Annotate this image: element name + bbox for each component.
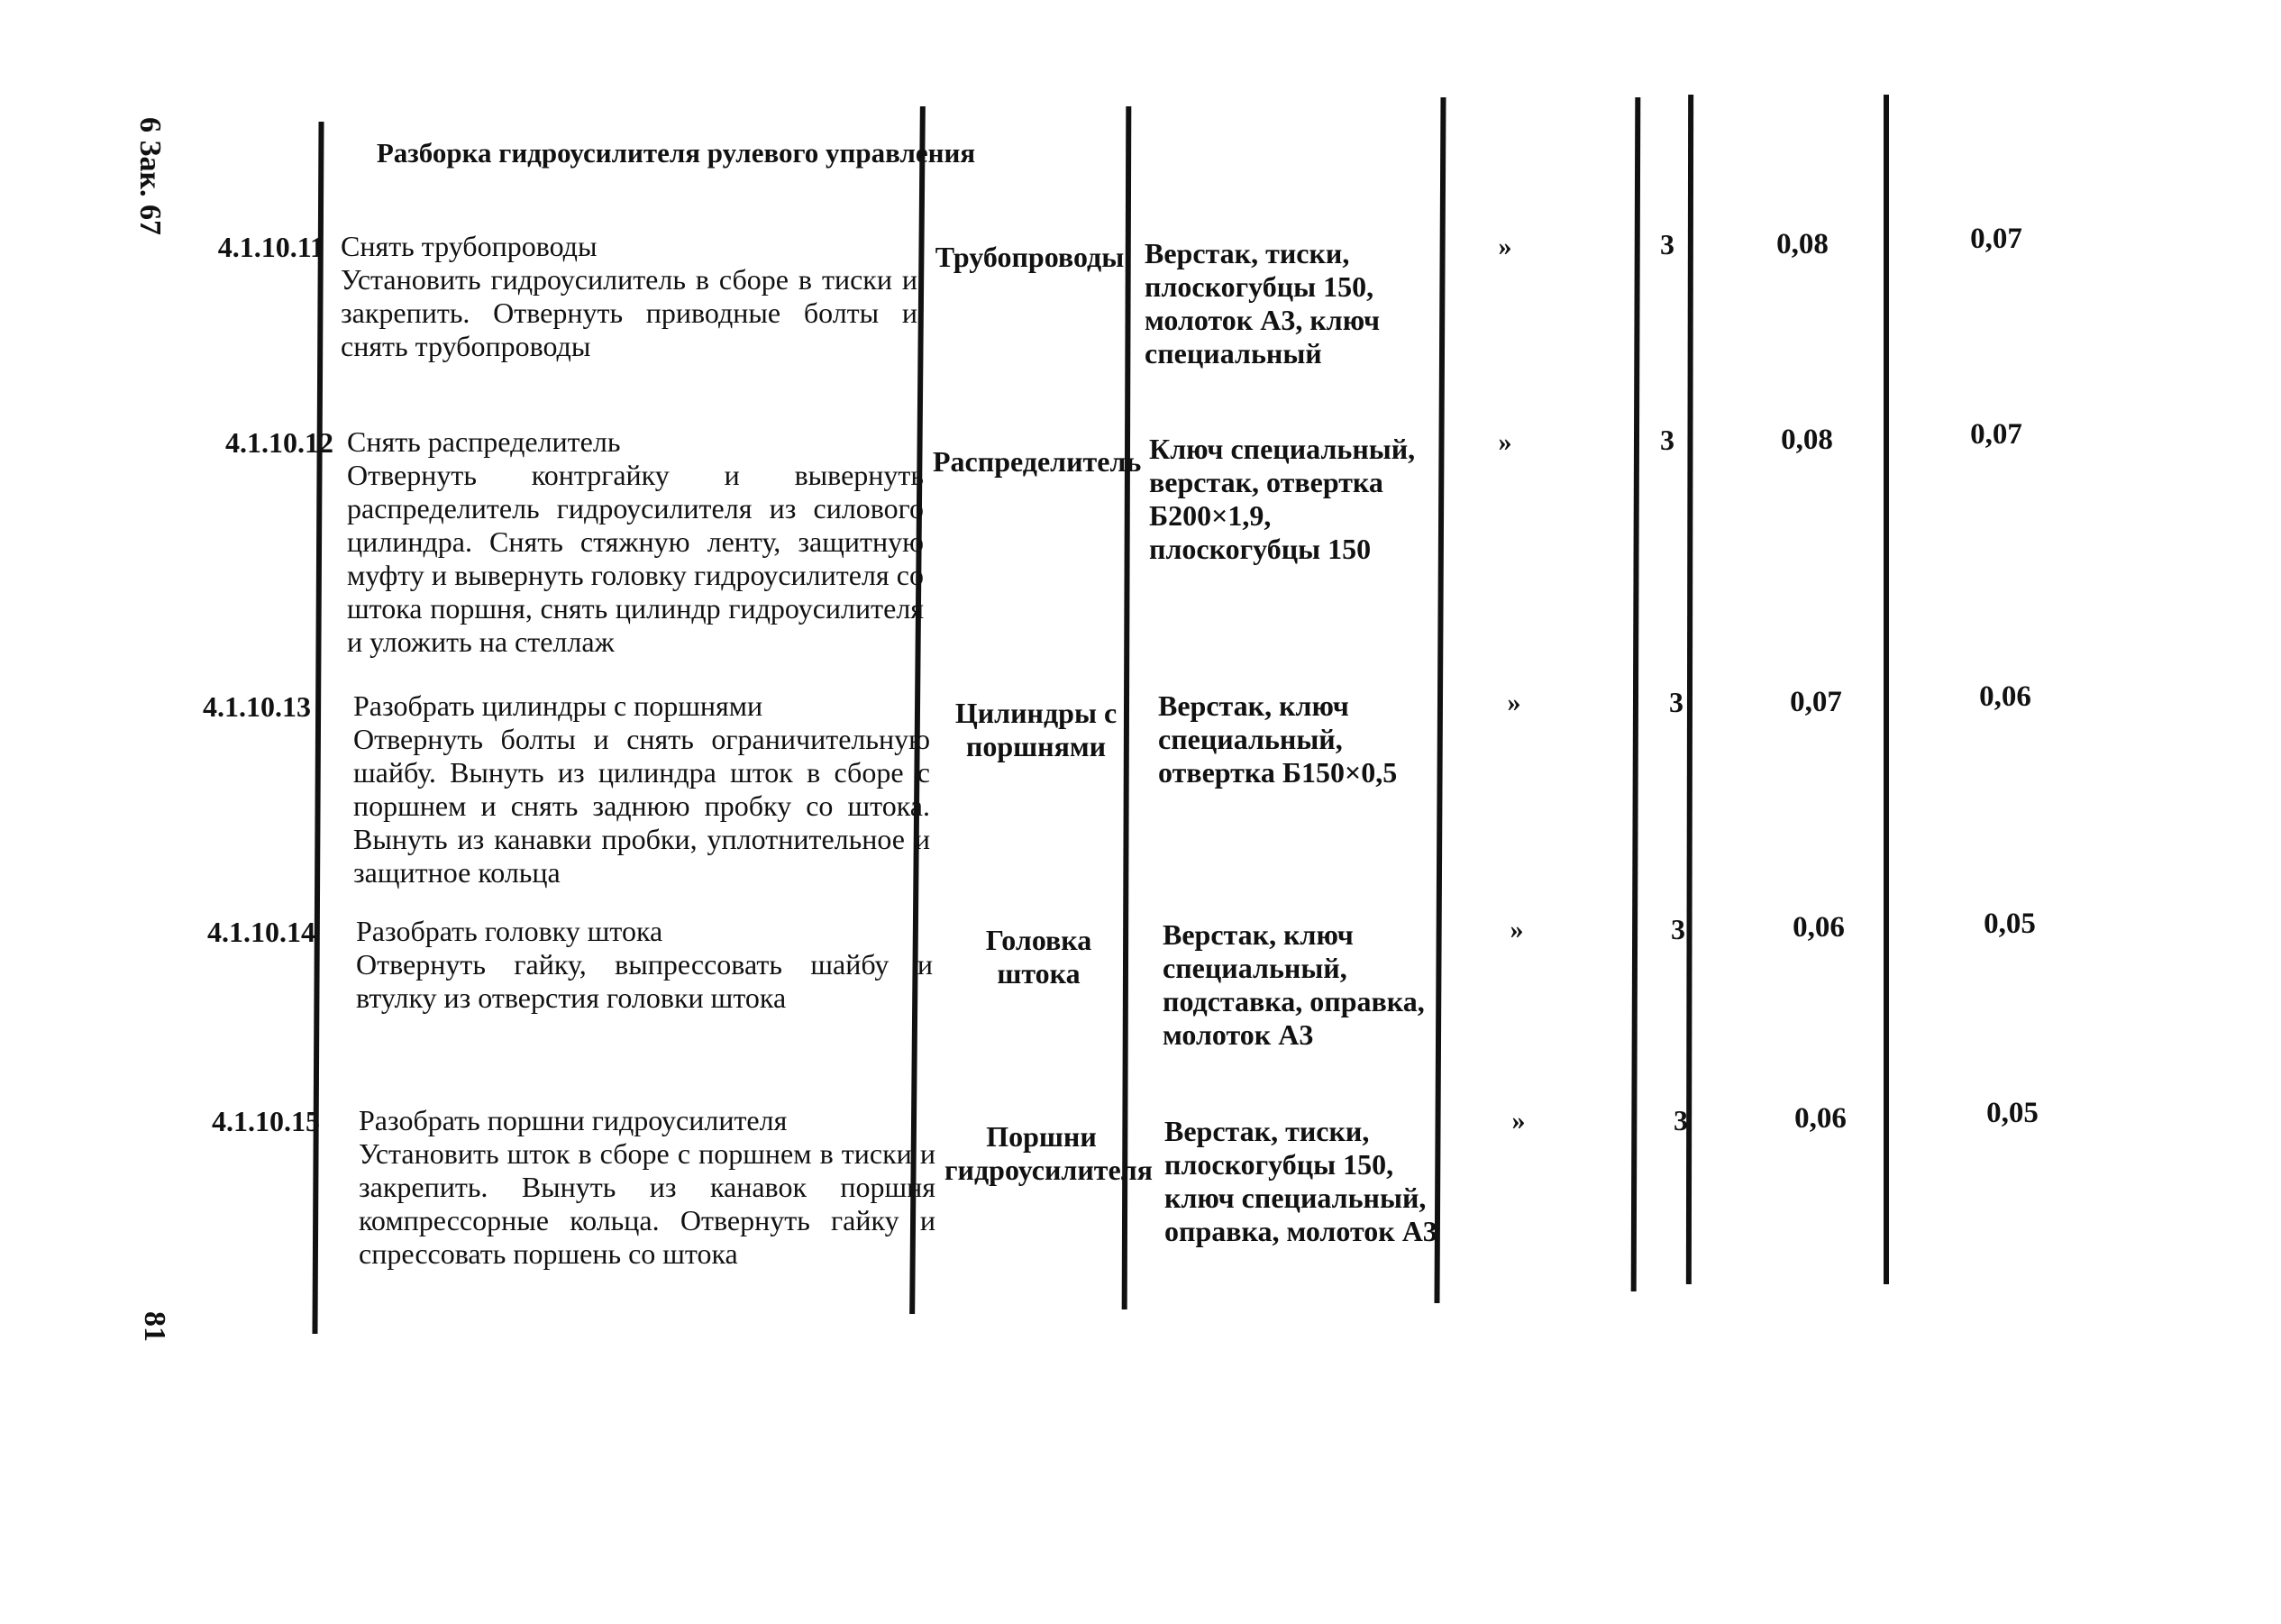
operation-number: 4.1.10.12 — [225, 426, 333, 459]
grade-value: 3 — [1671, 913, 1685, 945]
norm-value-2: 0,07 — [1970, 223, 2022, 255]
norm-value-1: 0,06 — [1794, 1102, 1847, 1135]
operation-number: 4.1.10.15 — [212, 1105, 320, 1137]
object-name: Распределитель — [933, 445, 1142, 478]
operation-number: 4.1.10.14 — [207, 916, 315, 948]
norm-value-2: 0,05 — [1986, 1097, 2039, 1129]
object-name: Поршни гидроусилителя — [944, 1120, 1153, 1186]
operation-title: Разобрать головку штока — [356, 915, 663, 947]
column-rule-5 — [1631, 97, 1641, 1291]
equipment-list: Верстак, тиски, плоскогубцы 150, молоток А3, ключ специальный — [1145, 237, 1380, 370]
operation-title: Снять распределитель — [347, 425, 621, 458]
grade-value: 3 — [1660, 424, 1674, 456]
operation-title: Разобрать цилиндры с поршнями — [353, 689, 763, 722]
ditto-mark: » — [1498, 427, 1512, 457]
section-heading: Разборка гидроусилителя рулевого управления — [376, 137, 976, 169]
page-number: 81 — [138, 1311, 171, 1342]
column-rule-7 — [1884, 95, 1889, 1284]
object-name: Головка штока — [985, 924, 1092, 990]
operation-text — [359, 1104, 935, 1271]
operation-text — [356, 915, 933, 1015]
operation-description: Отвернуть контргайку и вывернуть распределитель гидроусилителя из силового цилиндра. Снять стяжную ленту, защитную муфту и вывернуть головку гидроусилителя со штока поршня, снять цилиндр гидроусилителя и уложить на стеллаж — [347, 459, 924, 658]
grade-value: 3 — [1669, 686, 1683, 718]
equipment-list: Верстак, ключ специальный, подставка, оправка, молоток А3 — [1163, 918, 1425, 1051]
operation-description: Установить гидроусилитель в сборе в тиски и закрепить. Отвернуть приводные болты и снять трубопроводы — [341, 263, 917, 362]
grade-value: 3 — [1674, 1104, 1688, 1136]
norm-value-1: 0,08 — [1781, 424, 1833, 456]
operation-text — [353, 689, 930, 890]
norm-value-2: 0,05 — [1984, 908, 2036, 940]
equipment-list: Верстак, ключ специальный, отвертка Б150×0,5 — [1158, 689, 1398, 789]
operation-text — [347, 425, 924, 659]
norm-value-1: 0,08 — [1776, 228, 1829, 260]
grade-value: 3 — [1660, 228, 1674, 260]
norm-value-2: 0,07 — [1970, 418, 2022, 451]
ditto-mark: » — [1511, 1106, 1526, 1136]
operation-text — [341, 230, 917, 363]
operation-title: Разобрать поршни гидроусилителя — [359, 1104, 788, 1136]
norm-value-1: 0,07 — [1790, 686, 1842, 718]
equipment-list: Верстак, тиски, плоскогубцы 150, ключ специальный, оправка, молоток А3 — [1164, 1115, 1437, 1247]
operation-number: 4.1.10.13 — [203, 690, 311, 723]
ditto-mark: » — [1498, 232, 1512, 261]
ditto-mark: » — [1510, 915, 1524, 944]
equipment-list: Ключ специальный, верстак, отвертка Б200×1,9, плоскогубцы 150 — [1149, 433, 1416, 565]
norm-value-1: 0,06 — [1793, 911, 1845, 944]
margin-code: 6 Зак. 67 — [133, 117, 167, 236]
object-name: Трубопроводы — [935, 241, 1125, 273]
object-name: Цилиндры с поршнями — [954, 697, 1118, 762]
operation-description: Установить шток в сборе с поршнем в тиски и закрепить. Вынуть из канавок поршня компрессорные кольца. Отвернуть гайку и спрессовать поршень со штока — [359, 1137, 935, 1270]
operation-description: Отвернуть болты и снять ограничительную шайбу. Вынуть из цилиндра шток в сборе с поршнем и снять заднюю пробку со штока. Вынуть из канавки пробки, уплотнительное и защитное кольца — [353, 723, 930, 889]
operation-description: Отвернуть гайку, выпрессовать шайбу и втулку из отверстия головки штока — [356, 948, 933, 1014]
ditto-mark: » — [1507, 688, 1521, 717]
norm-value-2: 0,06 — [1979, 680, 2031, 713]
operation-number: 4.1.10.11 — [217, 231, 324, 263]
operation-title: Снять трубопроводы — [341, 230, 598, 262]
column-rule-1 — [312, 122, 324, 1334]
